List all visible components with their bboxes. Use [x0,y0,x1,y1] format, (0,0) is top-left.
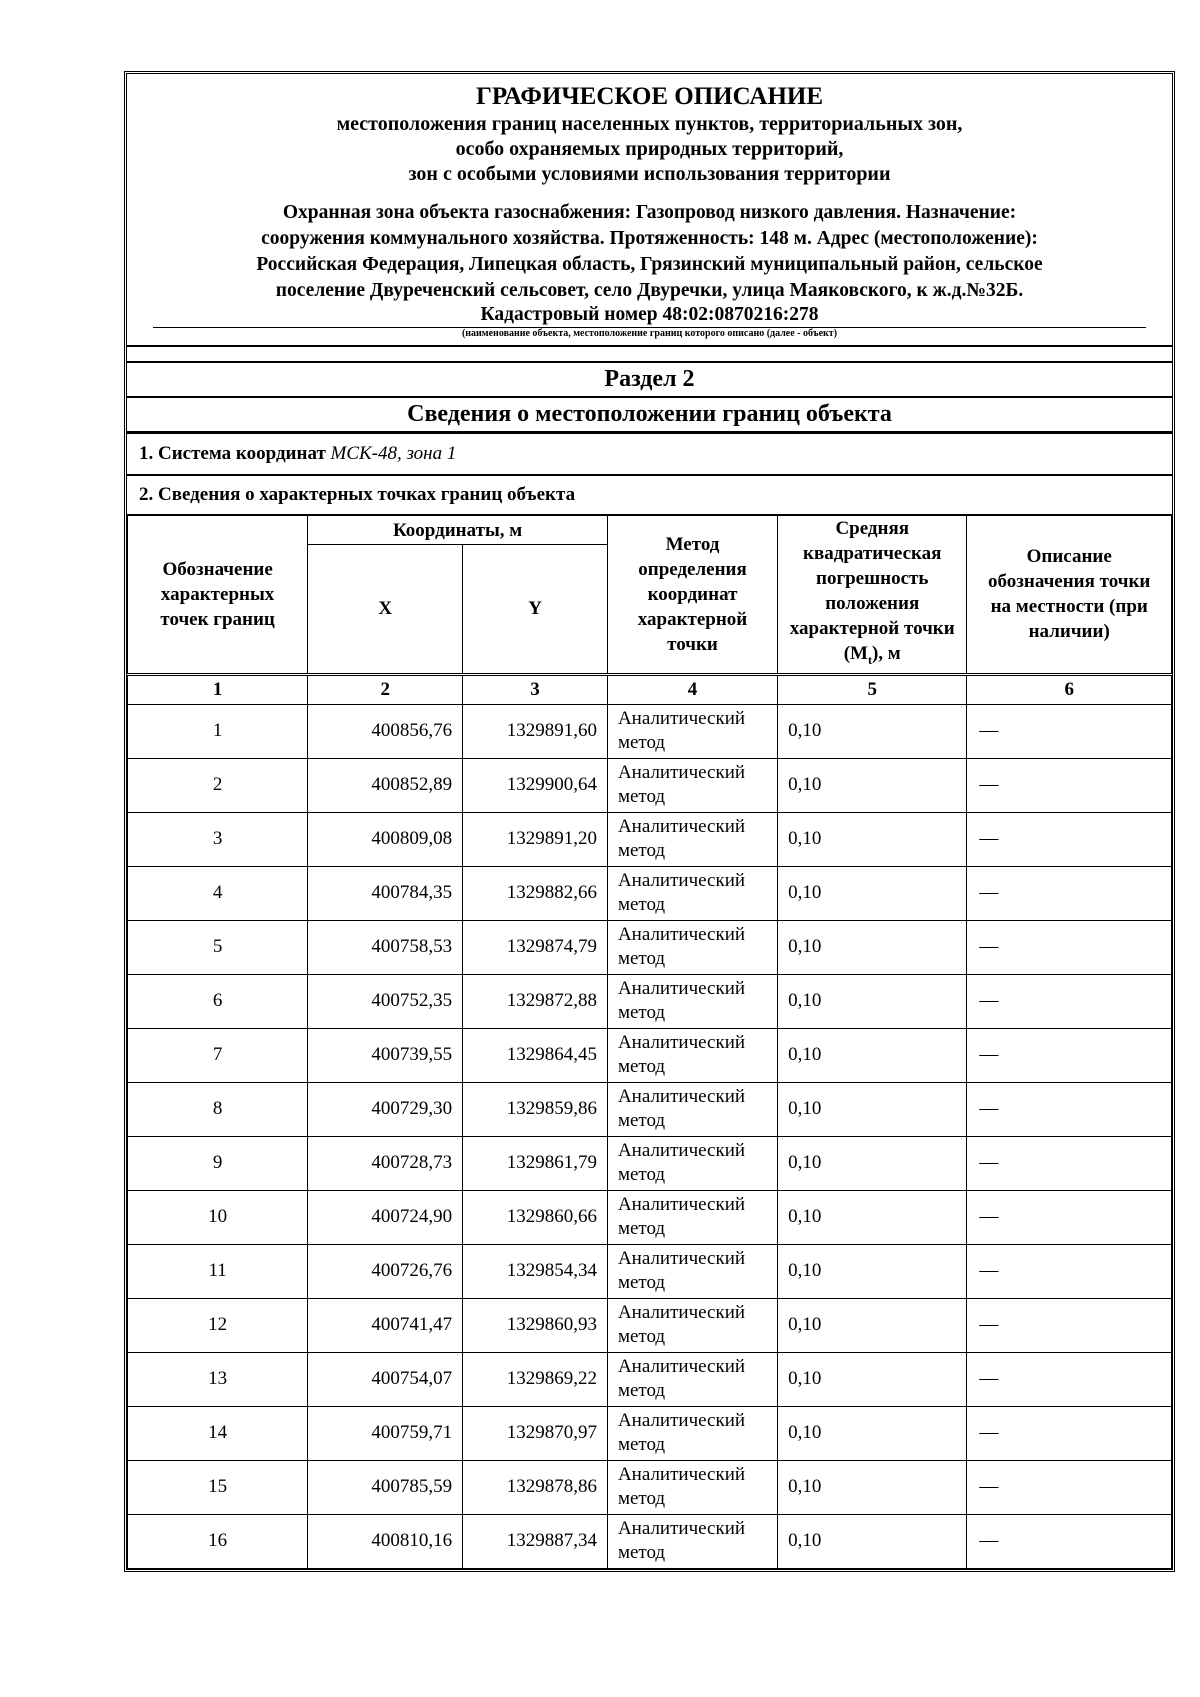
point-number-cell: 8 [128,1082,308,1136]
x-coordinate-cell: 400729,30 [308,1082,463,1136]
method-cell: Аналитический метод [607,1298,777,1352]
document-title: ГРАФИЧЕСКОЕ ОПИСАНИЕ [475,83,824,110]
col-number: 2 [308,674,463,704]
point-number-cell: 4 [128,866,308,920]
error-cell: 0,10 [778,1406,967,1460]
y-coordinate-cell: 1329870,97 [463,1406,608,1460]
x-coordinate-cell: 400856,76 [308,704,463,758]
method-cell: Аналитический метод [607,704,777,758]
method-cell: Аналитический метод [607,1190,777,1244]
error-cell: 0,10 [778,1298,967,1352]
y-coordinate-cell: 1329860,93 [463,1298,608,1352]
description-cell: — [967,974,1172,1028]
x-coordinate-cell: 400739,55 [308,1028,463,1082]
description-cell: — [967,704,1172,758]
table-row [128,1028,1172,1082]
x-coordinate-cell: 400728,73 [308,1136,463,1190]
point-number-cell: 7 [128,1028,308,1082]
error-cell: 0,10 [778,1028,967,1082]
y-coordinate-cell: 1329882,66 [463,866,608,920]
y-coordinate-cell: 1329861,79 [463,1136,608,1190]
table-row [128,1352,1172,1406]
method-cell: Аналитический метод [607,758,777,812]
table-row [128,812,1172,866]
table-row [128,920,1172,974]
error-cell: 0,10 [778,866,967,920]
method-cell: Аналитический метод [607,1028,777,1082]
col-number: 4 [607,674,777,704]
point-number-cell: 11 [128,1244,308,1298]
point-number-cell: 12 [128,1298,308,1352]
point-number-cell: 1 [128,704,308,758]
point-number-cell: 2 [128,758,308,812]
method-cell: Аналитический метод [607,812,777,866]
point-number-cell: 9 [128,1136,308,1190]
y-coordinate-cell: 1329891,60 [463,704,608,758]
error-cell: 0,10 [778,1082,967,1136]
error-cell: 0,10 [778,758,967,812]
table-row [128,1298,1172,1352]
coord-system-label: 1. Система координат [139,443,326,464]
method-cell: Аналитический метод [607,866,777,920]
description-cell: — [967,1244,1172,1298]
table-row [128,1190,1172,1244]
error-cell: 0,10 [778,1136,967,1190]
table-row [128,1244,1172,1298]
description-cell: — [967,758,1172,812]
table-row [128,1514,1172,1568]
point-number-cell: 6 [128,974,308,1028]
object-line: сооружения коммунального хозяйства. Протяженность: 148 м. Адрес (местоположение): [261,228,1038,249]
object-description [157,200,1142,326]
col-error-unit: ), м [871,643,901,664]
object-line: поселение Двуреченский сельсовет, село Двуречки, улица Маяковского, к ж.д.№32Б. [275,280,1024,301]
description-cell: — [967,920,1172,974]
cadastral-number: Кадастровый номер 48:02:0870216:278 [480,304,819,325]
x-coordinate-cell: 400724,90 [308,1190,463,1244]
col-number: 6 [967,674,1172,704]
error-cell: 0,10 [778,1460,967,1514]
document-header [127,74,1172,347]
point-number-cell: 15 [128,1460,308,1514]
col-y-header: Y [463,545,608,675]
y-coordinate-cell: 1329864,45 [463,1028,608,1082]
section-number: Раздел 2 [127,361,1172,398]
col-number: 3 [463,674,608,704]
description-cell: — [967,1406,1172,1460]
col-x-header: X [308,545,463,675]
point-number-cell: 5 [128,920,308,974]
description-cell: — [967,1190,1172,1244]
method-cell: Аналитический метод [607,1352,777,1406]
error-cell: 0,10 [778,974,967,1028]
y-coordinate-cell: 1329900,64 [463,758,608,812]
col-coords-header: Координаты, м [308,516,608,545]
method-cell: Аналитический метод [607,1514,777,1568]
y-coordinate-cell: 1329872,88 [463,974,608,1028]
y-coordinate-cell: 1329854,34 [463,1244,608,1298]
y-coordinate-cell: 1329869,22 [463,1352,608,1406]
x-coordinate-cell: 400852,89 [308,758,463,812]
x-coordinate-cell: 400754,07 [308,1352,463,1406]
y-coordinate-cell: 1329887,34 [463,1514,608,1568]
method-cell: Аналитический метод [607,974,777,1028]
error-cell: 0,10 [778,704,967,758]
x-coordinate-cell: 400741,47 [308,1298,463,1352]
point-number-cell: 3 [128,812,308,866]
description-cell: — [967,1460,1172,1514]
points-heading: 2. Сведения о характерных точках границ объекта [127,476,1172,516]
table-row [128,1136,1172,1190]
error-cell: 0,10 [778,1190,967,1244]
point-number-cell: 10 [128,1190,308,1244]
y-coordinate-cell: 1329860,66 [463,1190,608,1244]
points-table [127,516,1172,1569]
x-coordinate-cell: 400758,53 [308,920,463,974]
col-number: 5 [778,674,967,704]
method-cell: Аналитический метод [607,1460,777,1514]
x-coordinate-cell: 400752,35 [308,974,463,1028]
col-method-header: Метод определения координат характерной точки [607,516,777,674]
x-coordinate-cell: 400809,08 [308,812,463,866]
col-error-text: Средняя квадратическая погрешность положения характерной точки (M [789,518,955,664]
method-cell: Аналитический метод [607,1136,777,1190]
object-line: Российская Федерация, Липецкая область, Грязинский муниципальный район, сельское [256,254,1043,275]
document-frame [124,71,1175,1572]
description-cell: — [967,866,1172,920]
x-coordinate-cell: 400784,35 [308,866,463,920]
description-cell: — [967,1298,1172,1352]
table-row [128,1082,1172,1136]
table-row [128,1406,1172,1460]
error-cell: 0,10 [778,1352,967,1406]
subtitle-line: особо охраняемых природных территорий, [455,138,844,160]
description-cell: — [967,1028,1172,1082]
subtitle-line: местоположения границ населенных пунктов, территориальных зон, [336,113,963,135]
x-coordinate-cell: 400785,59 [308,1460,463,1514]
x-coordinate-cell: 400810,16 [308,1514,463,1568]
point-number-cell: 13 [128,1352,308,1406]
subtitle-line: зон с особыми условиями использования территории [408,163,891,185]
y-coordinate-cell: 1329859,86 [463,1082,608,1136]
col-desc-header: Описание обозначения точки на местности (при наличии) [967,516,1172,674]
y-coordinate-cell: 1329874,79 [463,920,608,974]
section-title: Сведения о местоположении границ объекта [127,398,1172,433]
error-cell: 0,10 [778,1244,967,1298]
method-cell: Аналитический метод [607,1244,777,1298]
y-coordinate-cell: 1329891,20 [463,812,608,866]
x-coordinate-cell: 400759,71 [308,1406,463,1460]
coord-system-row [127,433,1172,476]
description-cell: — [967,1352,1172,1406]
col-number: 1 [128,674,308,704]
object-line: Охранная зона объекта газоснабжения: Газопровод низкого давления. Назначение: [282,202,1017,223]
error-cell: 0,10 [778,812,967,866]
description-cell: — [967,1514,1172,1568]
col-error-header [778,516,967,674]
col-error-sub: t [867,652,872,667]
description-cell: — [967,1082,1172,1136]
table-row [128,1460,1172,1514]
error-cell: 0,10 [778,920,967,974]
method-cell: Аналитический метод [607,1082,777,1136]
method-cell: Аналитический метод [607,1406,777,1460]
y-coordinate-cell: 1329878,86 [463,1460,608,1514]
table-row [128,974,1172,1028]
object-caption: (наименование объекта, местоположение границ которого описано (далее - объект) [461,328,838,339]
description-cell: — [967,812,1172,866]
table-row [128,758,1172,812]
description-cell: — [967,1136,1172,1190]
x-coordinate-cell: 400726,76 [308,1244,463,1298]
coord-system-value: МСК-48, зона 1 [330,443,457,464]
point-number-cell: 16 [128,1514,308,1568]
table-row [128,866,1172,920]
col-point-header: Обозначение характерных точек границ [128,516,308,674]
table-row [128,704,1172,758]
point-number-cell: 14 [128,1406,308,1460]
method-cell: Аналитический метод [607,920,777,974]
error-cell: 0,10 [778,1514,967,1568]
